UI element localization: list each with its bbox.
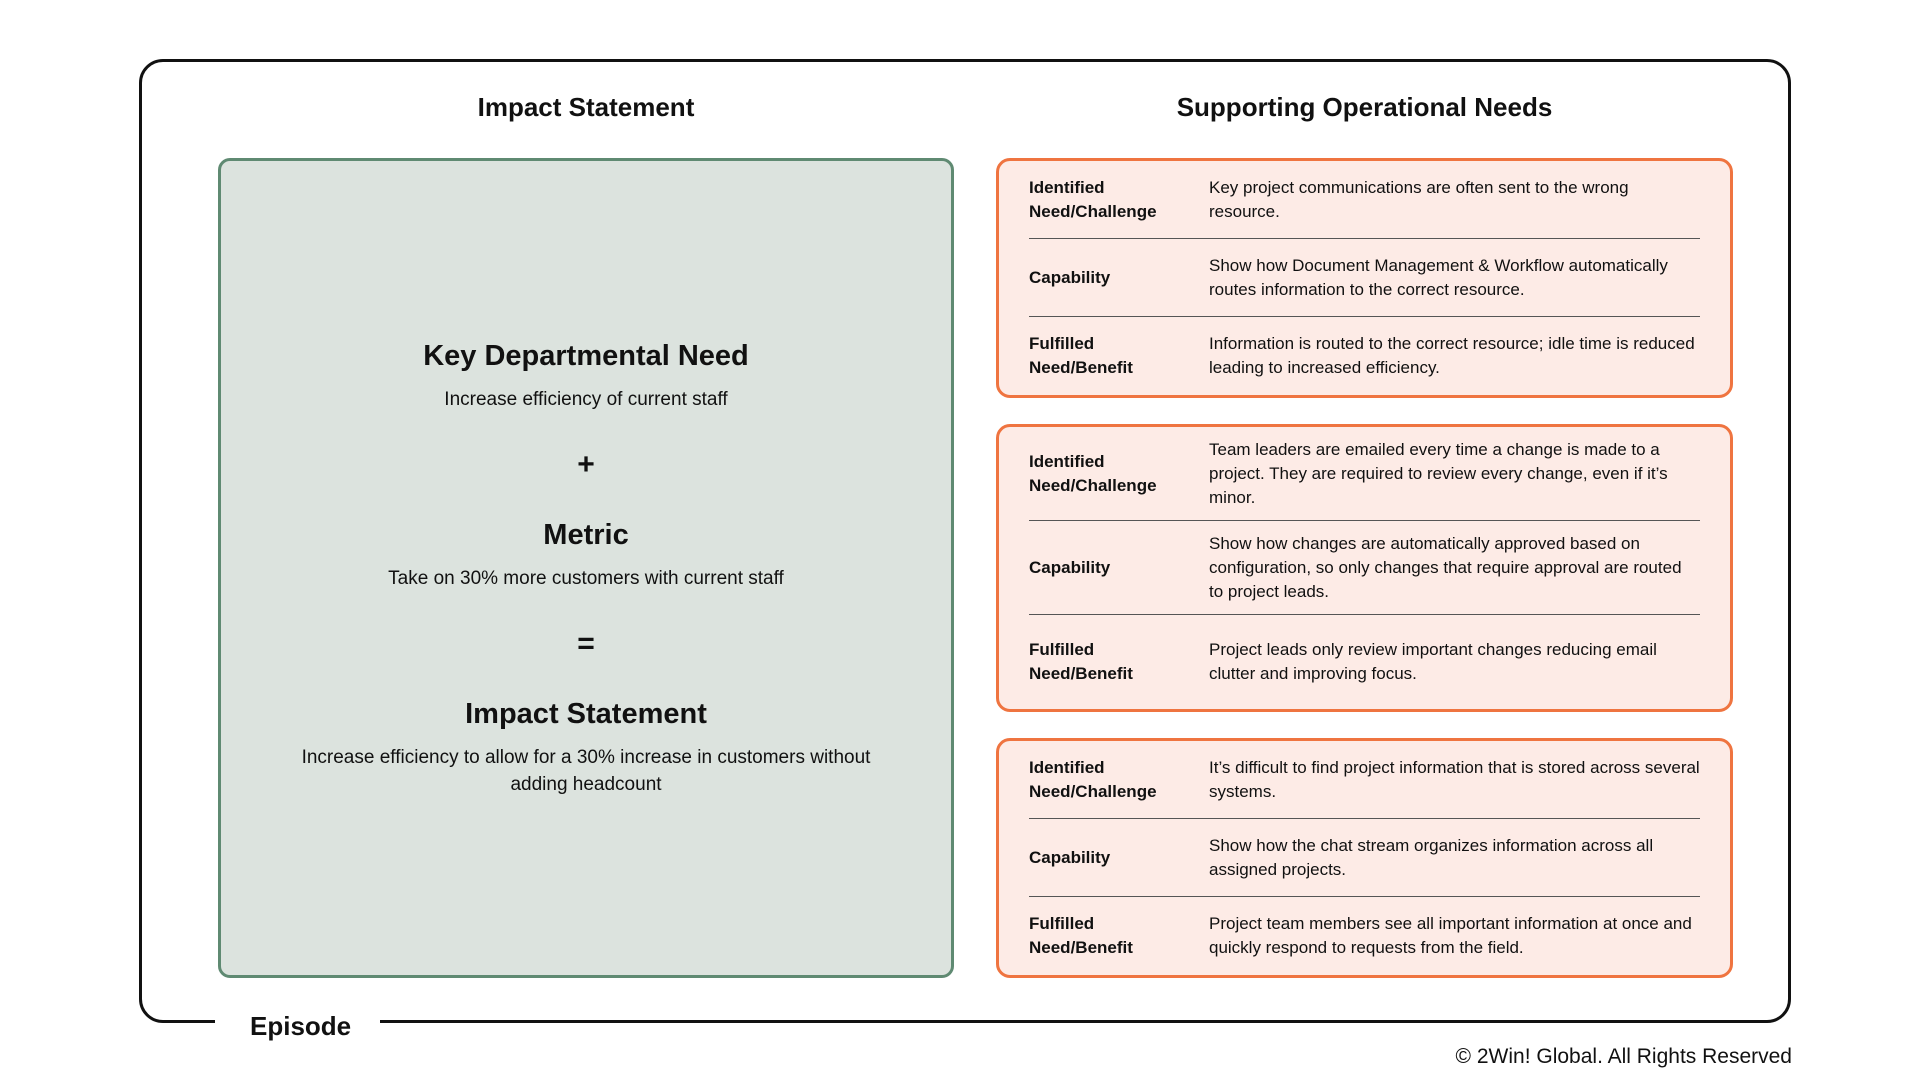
copyright-notice: © 2Win! Global. All Rights Reserved xyxy=(1455,1045,1792,1068)
capability-text: Show how changes are automatically approved based on configuration, so only changes that require approval are routed to project leads. xyxy=(1209,533,1682,601)
challenge-label: Identified Need/Challenge xyxy=(1029,451,1157,495)
benefit-text: Information is routed to the correct resource; idle time is reduced leading to increased efficiency. xyxy=(1209,334,1695,377)
challenge-label: Identified Need/Challenge xyxy=(1029,177,1157,221)
need-card xyxy=(996,738,1733,978)
challenge-text: Team leaders are emailed every time a change is made to a project. They are required to review every change, even if it’s minor. xyxy=(1209,439,1668,507)
capability-row xyxy=(1029,521,1700,615)
metric-title: Metric xyxy=(543,519,629,551)
impact-text: Increase efficiency to allow for a 30% increase in customers without adding headcount xyxy=(301,747,871,795)
capability-row xyxy=(1029,239,1700,317)
capability-label: Capability xyxy=(1029,557,1111,577)
benefit-label: Fulfilled Need/Benefit xyxy=(1029,640,1133,683)
benefit-row xyxy=(1029,897,1700,975)
benefit-text: Project leads only review important changes reducing email clutter and improving focus. xyxy=(1209,640,1657,683)
capability-row xyxy=(1029,819,1700,897)
challenge-label: Identified Need/Challenge xyxy=(1029,757,1157,801)
benefit-row xyxy=(1029,615,1700,709)
challenge-row xyxy=(1029,741,1700,819)
benefit-row xyxy=(1029,317,1700,395)
challenge-text: It’s difficult to find project information that is stored across several systems. xyxy=(1209,757,1700,801)
challenge-row xyxy=(1029,161,1700,239)
capability-text: Show how the chat stream organizes information across all assigned projects. xyxy=(1209,835,1654,879)
challenge-text: Key project communications are often sent to the wrong resource. xyxy=(1209,177,1629,221)
impact-statement-box xyxy=(218,158,954,978)
benefit-label: Fulfilled Need/Benefit xyxy=(1029,334,1133,377)
needs-column-heading: Supporting Operational Needs xyxy=(1176,92,1553,122)
impact-title: Impact Statement xyxy=(465,698,707,730)
challenge-row xyxy=(1029,427,1700,521)
capability-text: Show how Document Management & Workflow automatically routes information to the correct resource. xyxy=(1209,255,1668,299)
key-need-text: Increase efficiency of current staff xyxy=(444,389,728,410)
impact-column-heading: Impact Statement xyxy=(477,92,695,122)
capability-label: Capability xyxy=(1029,847,1111,867)
key-need-title: Key Departmental Need xyxy=(423,340,749,372)
need-card xyxy=(996,158,1733,398)
need-card xyxy=(996,424,1733,712)
benefit-label: Fulfilled Need/Benefit xyxy=(1029,914,1133,957)
plus-operator: + xyxy=(577,448,595,481)
equals-operator: = xyxy=(577,627,595,660)
metric-text: Take on 30% more customers with current staff xyxy=(388,568,784,589)
benefit-text: Project team members see all important information at once and quickly respond to requests from the field. xyxy=(1209,914,1692,957)
episode-label: Episode xyxy=(250,1011,352,1041)
capability-label: Capability xyxy=(1029,267,1111,287)
